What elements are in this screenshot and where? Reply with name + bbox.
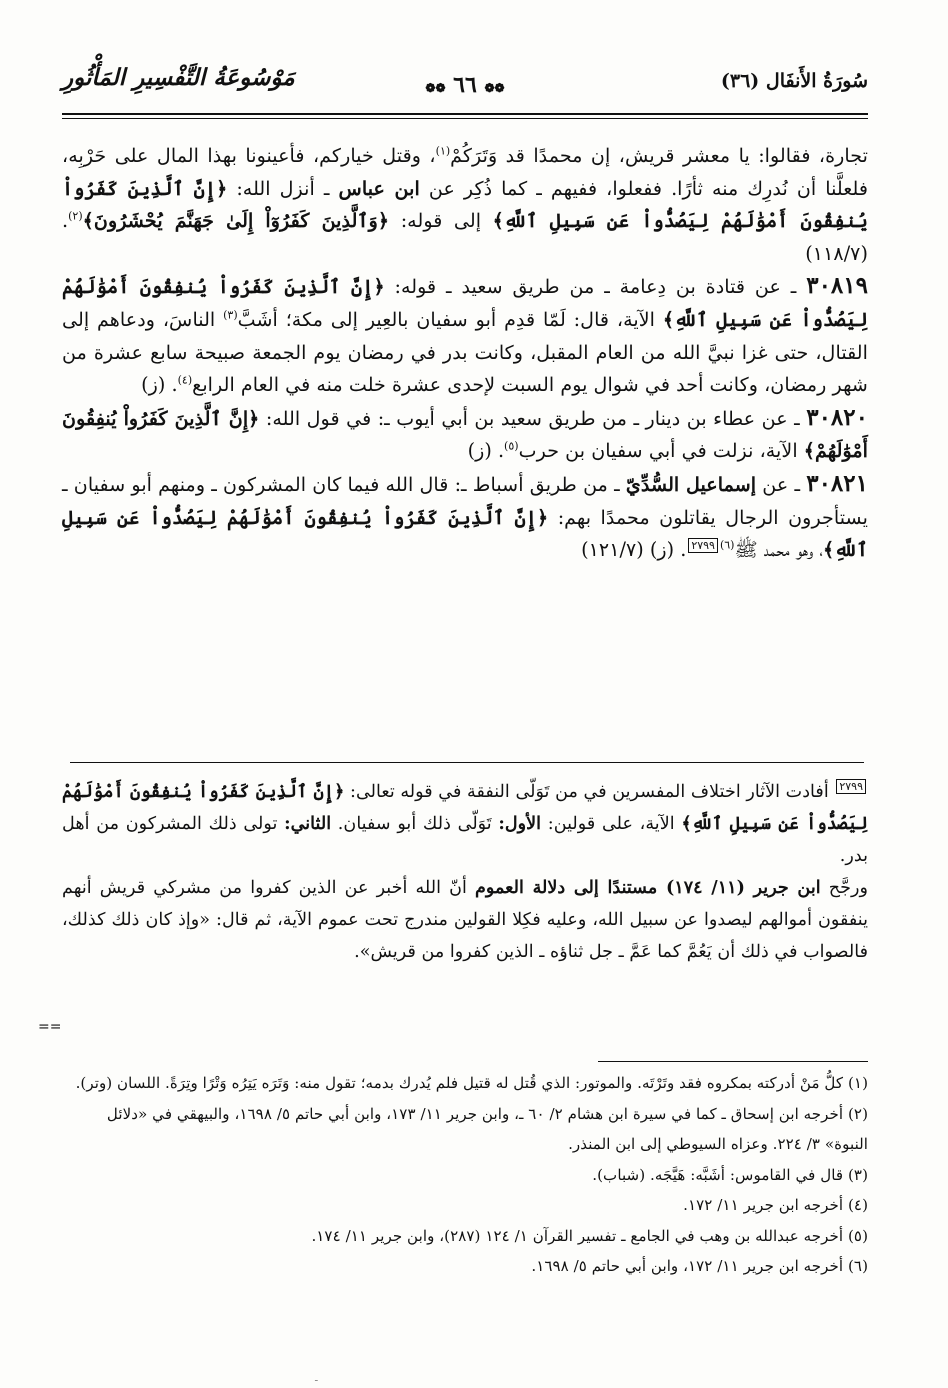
footnote: (٦) أخرجه ابن جرير ١١/ ١٧٢، وابن أبي حاتم ٥/ ١٦٩٨. — [531, 1257, 868, 1275]
main-text — [62, 140, 868, 567]
footnote-ref[interactable]: (٤) — [177, 373, 193, 387]
first-opinion-label: الأول: — [498, 813, 542, 834]
page-number: ٦٦ — [453, 72, 477, 98]
second-opinion-label: الثاني: — [284, 813, 332, 834]
commentary-paragraph: ورجَّح ابن جرير (١١/ ١٧٤) مستندًا إلى دلالة العموم أنّ الله أخبر عن الذين كفروا من مشركي قريش أنهم ينفقون أموالهم ليصدوا عن سبيل الله، وعليه فكِلا القولين مندرج تحت عموم الآية، ثم قال: «وإذ كان ذلك كذلك، فالصواب في ذلك أن يَعُمَّ كما عَمَّ ـ جل ثناؤه ـ الذين كفروا من قريش». — [62, 877, 868, 962]
footnote-ref[interactable]: (٣) — [223, 308, 238, 322]
footnote: (٤) أخرجه ابن جرير ١١/ ١٧٢. — [683, 1196, 868, 1214]
section-divider — [70, 762, 864, 763]
narrator-name: إسماعيل السُّدِّيّ — [625, 472, 757, 496]
page-number-group — [372, 72, 558, 98]
footnote-ref[interactable]: (١) — [435, 144, 451, 158]
quran-verse: ﴿إِنَّ ٱلَّذِينَ كَفَرُواْ يُنفِقُونَ أَمْوَٰلَهُمْ لِيَصُدُّواْ عَن سَبِيلِ ٱللَّهِ﴾ — [62, 781, 868, 834]
quran-verse: ﴿إِنَّ ٱلَّذِينَ كَفَرُواْ يُنفِقُونَ أَمْوَٰلَهُمْ﴾ — [62, 406, 868, 463]
narration-number: ٣٠٨١٩ — [806, 272, 868, 300]
commentary-paragraph: ٢٧٩٩ أفادت الآثار اختلاف المفسرين في من تَوَلّى النفقة في قوله تعالى: ﴿إِنَّ ٱلَّذِينَ كَفَرُواْ يُنفِقُونَ أَمْوَٰلَهُمْ لِيَصُدُّواْ عَن سَبِيلِ ٱللَّهِ﴾ الآية، على قولين: الأول: تَوَلّى ذلك أبو سفيان. الثاني: تولى ذلك المشركون من أهل بدر. — [62, 780, 868, 866]
header-rule-thin — [62, 118, 868, 119]
narration-paragraph: ٣٠٨٢٠ ـ عن عطاء بن دينار ـ من طريق سعيد بن أبي أيوب ـ: في قول الله: ﴿إِنَّ ٱلَّذِينَ كَفَرُواْ يُنفِقُونَ أَمْوَٰلَهُمْ﴾ الآية، نزلت في أبي سفيان بن حرب$^{(٥)}$. (ز) — [62, 403, 868, 463]
quran-verse: ﴿إِنَّ ٱلَّذِينَ كَفَرُواْ يُنفِقُونَ أَمْوَٰلَهُمْ لِيَصُدُّواْ عَن سَبِيلِ ٱللَّهِ﴾ — [62, 275, 868, 331]
commentary-ref[interactable]: ٢٧٩٩ — [688, 538, 718, 553]
book-title: مَوْسُوعَةُ التَّفْسِيرِ المَأْثُورِ — [62, 64, 295, 91]
narration-number: ٣٠٨٢٠ — [806, 403, 868, 431]
narrator-name: ابن عباس — [338, 176, 420, 200]
page-header — [62, 62, 868, 102]
commentary-ref: ٢٧٩٩ — [836, 779, 866, 794]
footnote-ref[interactable]: (٦) — [719, 538, 735, 552]
surah-heading: سُورَةُ الأَنفَال (٣٦) — [720, 70, 868, 92]
header-rule — [62, 113, 868, 115]
narration-number: ٣٠٨٢١ — [806, 469, 868, 497]
narration-paragraph: ٣٠٨٢١ ـ عن إسماعيل السُّدِّيّ ـ من طريق أسباط ـ: قال الله فيما كان المشركون ـ ومنهم أبو سفيان ـ يستأجرون الرجال يقاتلون محمدًا بهم: ﴿إِنَّ ٱلَّذِينَ كَفَرُواْ يُنفِقُونَ أَمْوَٰلَهُمْ لِيَصُدُّواْ عَن سَبِيلِ ٱللَّهِ﴾، وهو محمد ﷺ$^{(٦)}$٢٧٩٩. (ز) (١٢١/٧) — [62, 469, 868, 562]
bottom-mark: ـ — [315, 1374, 318, 1384]
footnote-ref[interactable]: (٢) — [68, 209, 83, 223]
narration-paragraph: ٣٠٨١٩ ـ عن قتادة بن دِعامة ـ من طريق سعيد ـ قوله: ﴿إِنَّ ٱلَّذِينَ كَفَرُواْ يُنفِقُونَ أَمْوَٰلَهُمْ لِيَصُدُّواْ عَن سَبِيلِ ٱللَّهِ﴾ الآية، قال: لَمّا قدِم أبو سفيان بالعِير إلى مكة؛ أشَبَّ$^{(٣)}$ الناسَ، ودعاهم إلى القتال، حتى غزا نبيَّ الله من العام المقبل، وكانت بدر في رمضان يوم الجمعة صبيحة سابع عشرة من شهر رمضان، وكانت أحد في شوال يوم السبت لإحدى عشرة خلت منه في العام الرابع$^{(٤)}$. (ز) — [62, 272, 868, 397]
ornament-icon: ❁❁ — [425, 81, 446, 95]
margin-mark: == — [38, 1019, 62, 1035]
footnote: (٣) قال في القاموس: أشَبَّه: هَيَّجَه. (شباب). — [592, 1165, 868, 1184]
footnote: (٢) أخرجه ابن إسحاق ـ كما في سيرة ابن هشام ٢/ ٦٠ ـ، وابن جرير ١١/ ١٧٣، وابن أبي حاتم ٥/ ١٦٩٨، والبيهقي في «دلائل النبوة» ٣/ ٢٢٤. وعزاه السيوطي إلى ابن المنذر. — [106, 1104, 868, 1153]
quran-verse: ﴿وَٱلَّذِينَ كَفَرُوٓاْ إِلَىٰ جَهَنَّمَ يُحْشَرُونَ﴾ — [82, 209, 390, 233]
quran-verse: ﴿إِنَّ ٱلَّذِينَ كَفَرُواْ يُنفِقُونَ أَمْوَٰلَهُمْ لِيَصُدُّواْ عَن سَبِيلِ ٱللَّهِ﴾ — [62, 505, 868, 562]
narration-paragraph: تجارة، فقالوا: يا معشر قريش، إن محمدًا قد وَتَرَكُمْ$^{(١)}$، وقتل خياركم، فأعينونا بهذا المال على حَرْبِه، فلعلَّنا أن نُدرِك منه ثأرًا. ففعلوا، ففيهم ـ كما ذُكِر عن ابن عباس ـ أنزل الله: ﴿إِنَّ ٱلَّذِينَ كَفَرُواْ يُنفِقُونَ أَمْوَٰلَهُمْ لِيَصُدُّواْ عَن سَبِيلِ ٱللَّهِ﴾ إلى قوله: ﴿وَٱلَّذِينَ كَفَرُوٓاْ إِلَىٰ جَهَنَّمَ يُحْشَرُونَ﴾$^{(٢)}$. (١١٨/٧) — [62, 144, 869, 265]
footnotes — [62, 1068, 868, 1282]
footnote: (١) كلُّ مَنْ أدركته بمكروه فقد وتَرْتَه. والموتور: الذي قُتل له قتيل فلم يُدرك بدمه؛ تقول منه: وَتَرَه يَتِرُه وَتْرًا وتِرَةً. اللسان (وتر). — [75, 1074, 868, 1092]
preferred-opinion: ابن جرير (١١/ ١٧٤) مستندًا إلى دلالة العموم — [475, 877, 821, 898]
commentary — [62, 776, 868, 968]
footnote: (٥) أخرجه عبدالله بن وهب في الجامع ـ تفسير القرآن ١/ ١٢٤ (٢٨٧)، وابن جرير ١١/ ١٧٤. — [311, 1226, 868, 1245]
ornament-icon: ❁❁ — [484, 81, 505, 95]
quran-verse: ﴿إِنَّ ٱلَّذِينَ كَفَرُواْ يُنفِقُونَ أَمْوَٰلَهُمْ لِيَصُدُّواْ عَن سَبِيلِ ٱللَّهِ﴾ — [62, 176, 868, 233]
footnote-ref[interactable]: (٥) — [504, 439, 519, 453]
footnote-rule — [598, 1061, 868, 1062]
